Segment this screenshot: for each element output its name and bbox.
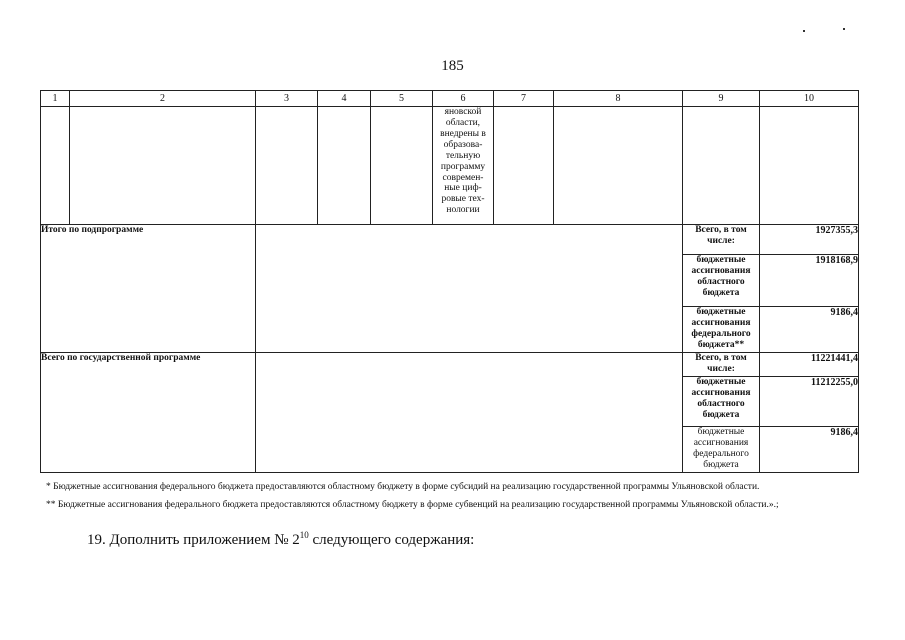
table-cell <box>256 353 683 473</box>
funding-amount: 11212255,0 <box>760 377 859 427</box>
table-cell <box>683 107 760 225</box>
amendment-superscript: 10 <box>299 530 309 540</box>
subprogram-total-label: Итого по подпрограмме <box>41 225 256 353</box>
column-number: 6 <box>433 91 494 107</box>
funding-amount: 9186,4 <box>760 427 859 473</box>
footnote: ** Бюджетные ассигнования федерального бюджета предоставляются областному бюджету в форме субвенций на реализацию государственной программы Ульяновской области.».; <box>46 499 779 510</box>
table-cell <box>318 107 371 225</box>
funding-amount: 9186,4 <box>760 307 859 353</box>
funding-amount: 1918168,9 <box>760 255 859 307</box>
footnote: * Бюджетные ассигнования федерального бюджета предоставляются областному бюджету в форме субсидий на реализацию государственной программы Ульяновской области. <box>46 482 760 492</box>
table-cell <box>256 107 318 225</box>
funding-kind: Всего, в том числе: <box>683 353 760 377</box>
table-cell <box>760 107 859 225</box>
funding-amount: 1927355,3 <box>760 225 859 255</box>
column-number: 2 <box>70 91 256 107</box>
page-number: 185 <box>441 58 464 74</box>
column-number: 7 <box>494 91 554 107</box>
program-total-label: Всего по государственной программе <box>41 353 256 473</box>
column-number: 5 <box>371 91 433 107</box>
amendment-paragraph <box>87 530 474 549</box>
result-description-cell: яновской области, внедрены в образова- тельную программу современ- ные циф- ровые тех- нологии <box>433 107 494 225</box>
column-number: 10 <box>760 91 859 107</box>
funding-kind: бюджетные ассигнования федерального бюджета <box>683 427 760 473</box>
subprogram-total-row <box>41 225 859 255</box>
column-number: 8 <box>554 91 683 107</box>
funding-kind: бюджетные ассигнования областного бюджета <box>683 377 760 427</box>
continuation-row <box>41 107 859 225</box>
funding-amount: 11221441,4 <box>760 353 859 377</box>
scan-speck <box>843 28 845 30</box>
column-number: 4 <box>318 91 371 107</box>
table-cell <box>371 107 433 225</box>
column-number: 9 <box>683 91 760 107</box>
table-cell <box>41 107 70 225</box>
footnotes <box>46 482 846 518</box>
table-cell <box>494 107 554 225</box>
amendment-text: 19. Дополнить приложением № 2 <box>87 532 300 548</box>
column-number: 3 <box>256 91 318 107</box>
funding-kind: бюджетные ассигнования федерального бюджета** <box>683 307 760 353</box>
amendment-text-end: следующего содержания: <box>308 532 475 548</box>
column-number: 1 <box>41 91 70 107</box>
budget-table <box>40 90 859 473</box>
scan-speck <box>803 30 805 32</box>
funding-kind: Всего, в том числе: <box>683 225 760 255</box>
table-cell <box>256 225 683 353</box>
table-cell <box>554 107 683 225</box>
table-cell <box>70 107 256 225</box>
funding-kind: бюджетные ассигнования областного бюджета <box>683 255 760 307</box>
column-number-row <box>41 91 859 107</box>
program-total-row <box>41 353 859 377</box>
